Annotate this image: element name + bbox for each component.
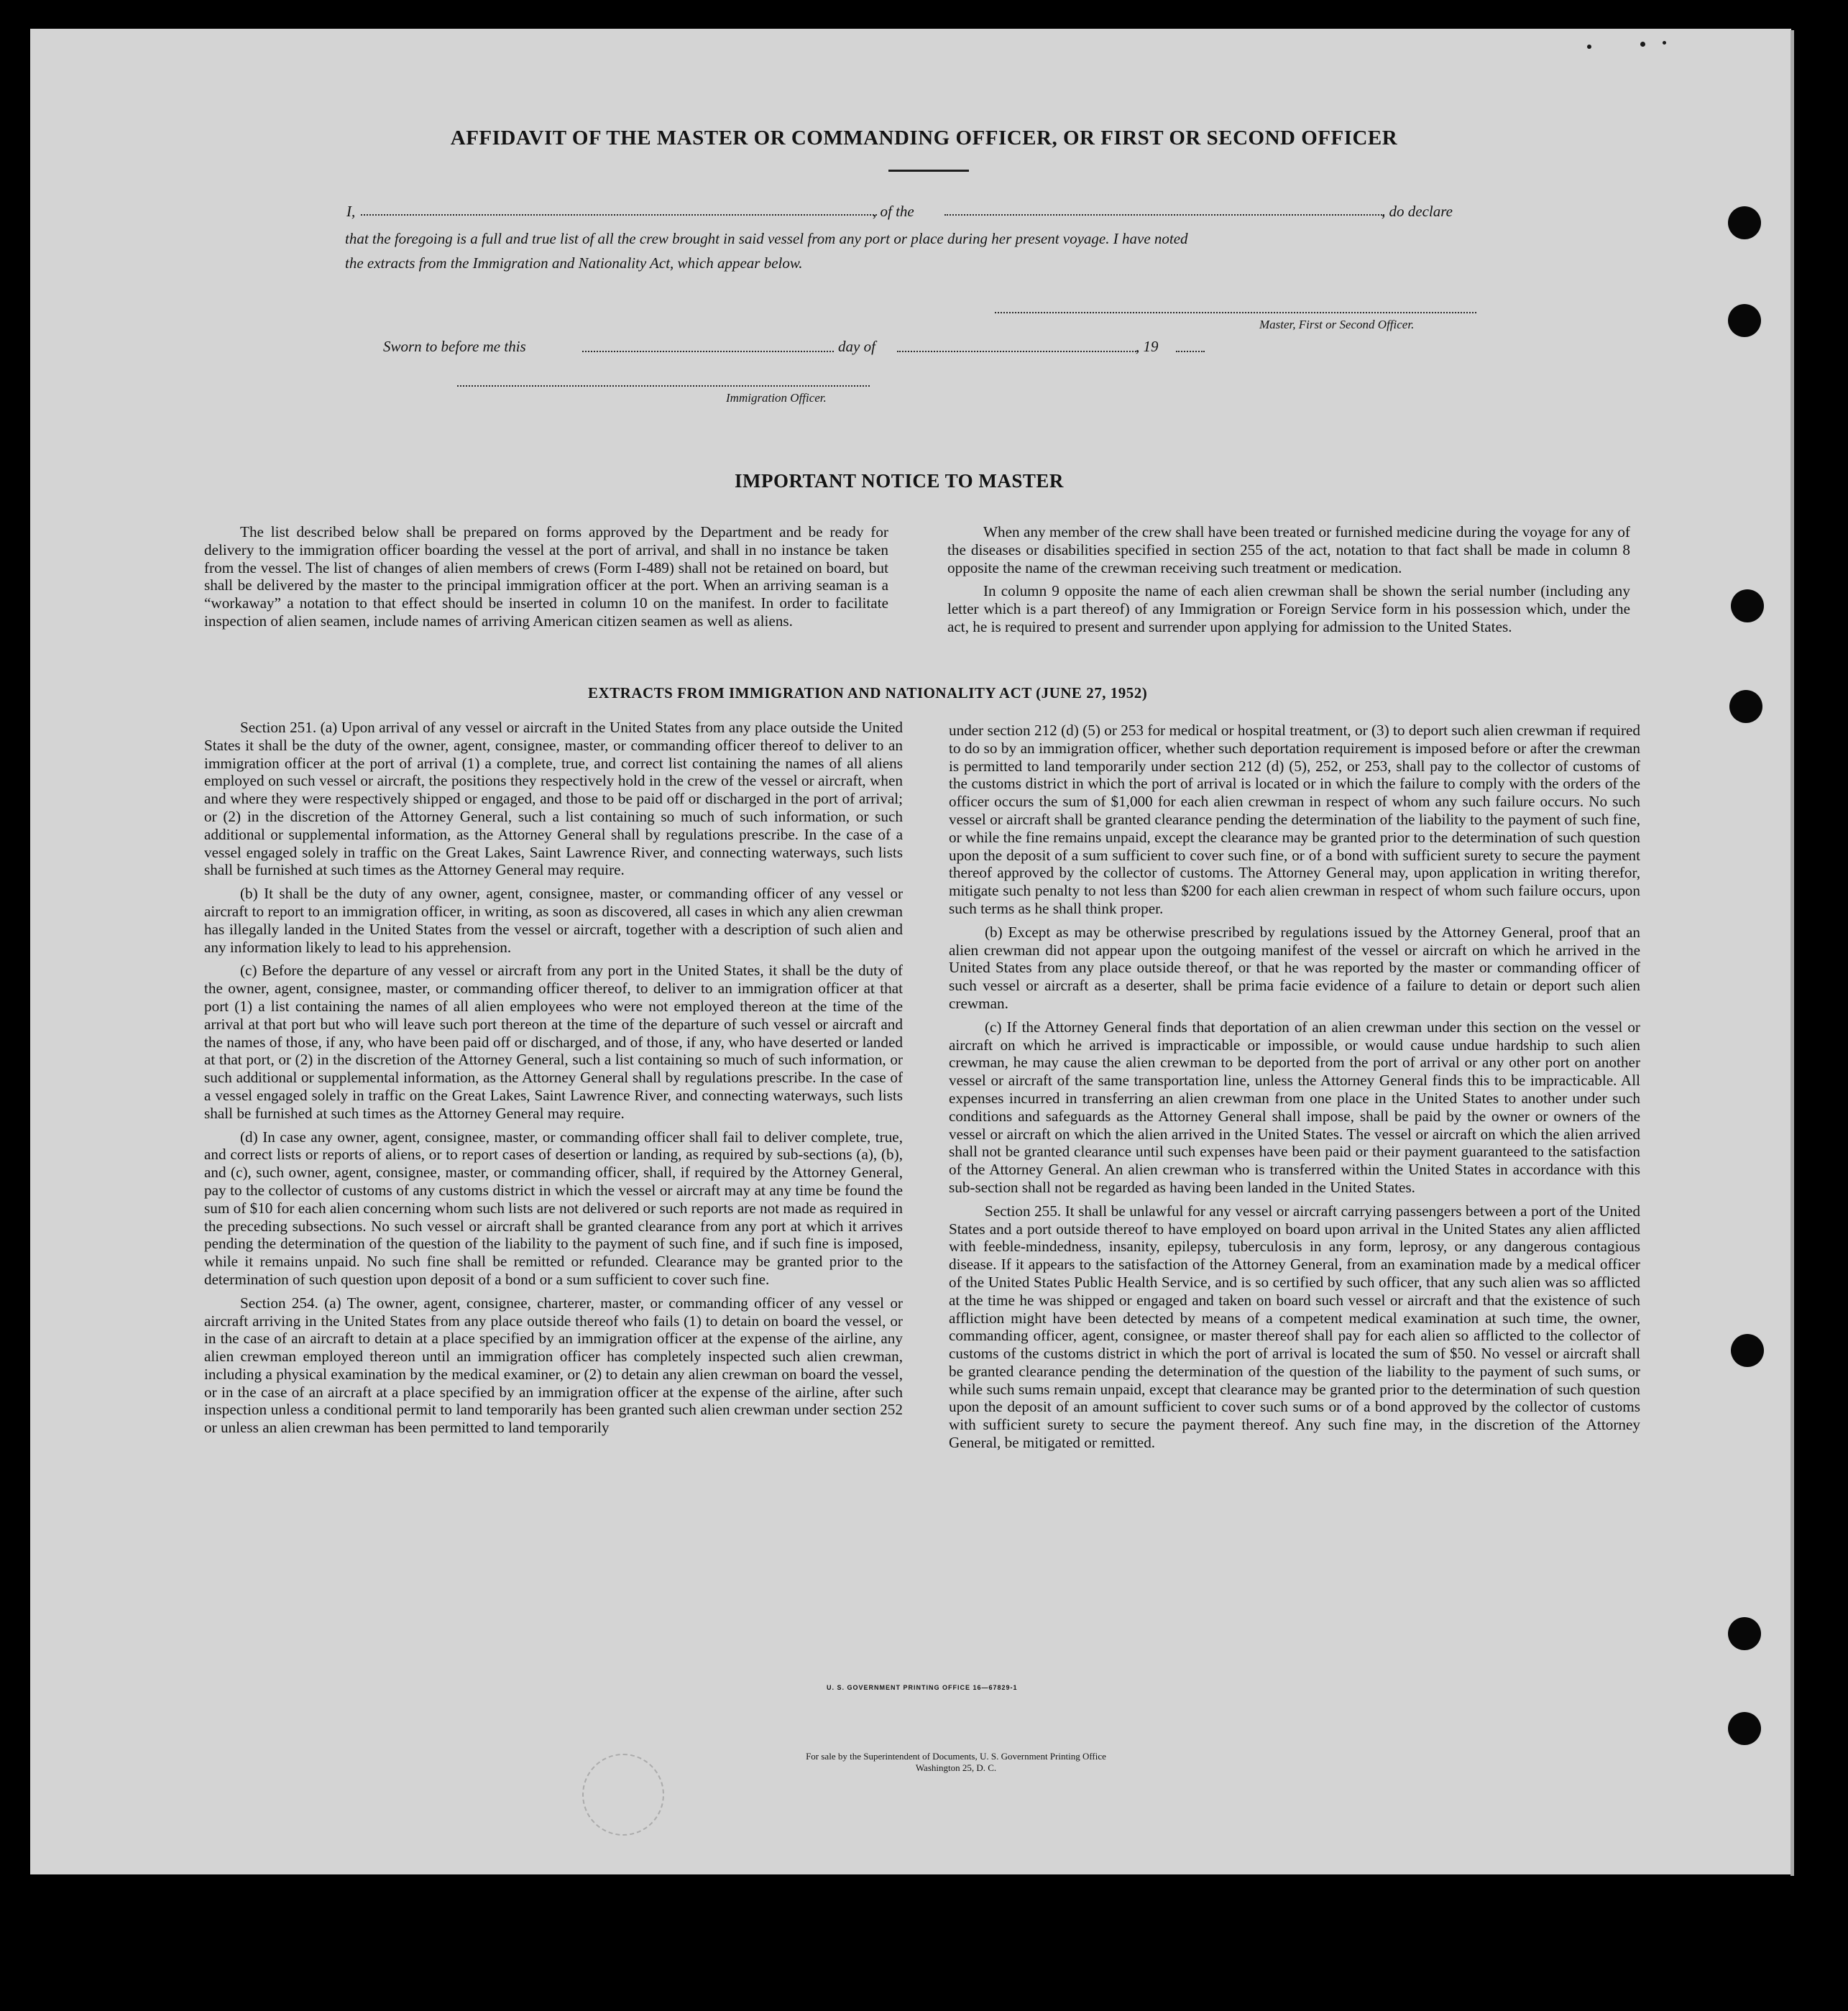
title-rule: [888, 170, 969, 172]
binder-hole-4: [1729, 690, 1762, 723]
scan-speck: [1663, 41, 1666, 45]
declarant-label: I,: [346, 203, 356, 220]
vessel-name-field[interactable]: [944, 214, 1384, 216]
sworn-month-field[interactable]: [897, 351, 1139, 352]
binder-hole-7: [1728, 1712, 1761, 1745]
sworn-label: Sworn to before me this: [383, 338, 526, 355]
notice-title: IMPORTANT NOTICE TO MASTER: [735, 470, 1064, 492]
affidavit-title: AFFIDAVIT OF THE MASTER OR COMMANDING OFFICER, OR FIRST OR SECOND OFFICER: [450, 126, 1398, 149]
extract-paragraph: (b) Except as may be otherwise prescribed by regulations issued by the Attorney General, proof that an alien crewman did not appear upon the outgoing manifest of the vessel or aircraft on which he arrived in the United States from any place outside thereof, or that he was reported by the master or commanding officer of such vessel or aircraft as a deserter, shall be prima facie evidence of a failure to detain or deport such alien crewman.: [949, 923, 1640, 1012]
notice-paragraph: The list described below shall be prepared on forms approved by the Department and be ready for delivery to the immigration officer boarding the vessel at the port of arrival, and shall in no instance be taken from the vessel. The list of changes of alien members of crews (Form I-489) shall not be retained on board, but shall be delivered by the master to the principal immigration officer at the port. When an arriving seaman is a “workaway” a notation to that effect should be inserted in column 10 on the manifest. In order to facilitate inspection of alien seamen, include names of arriving American citizen seamen as well as aliens.: [204, 523, 888, 630]
extract-paragraph: (b) It shall be the duty of any owner, agent, consignee, master, or commanding officer of any vessel or aircraft to report to an immigration officer, in writing, as soon as discovered, all cases in which any alien crewman has illegally landed in the United States from the vessel or aircraft, together with a description of such alien and any information likely to lead to his apprehension.: [204, 885, 903, 956]
notice-left-column: [204, 523, 888, 636]
extract-paragraph: Section 255. It shall be unlawful for any vessel or aircraft carrying passengers between a port of the United States and a port outside thereof to have employed on board upon arrival in the United States any alien afflicted with feeble-mindedness, insanity, epilepsy, tuberculosis in any form, leprosy, or any dangerous contagious disease. If it appears to the satisfaction of the Attorney General, from an examination made by a medical officer of the United States Public Health Service, and is so certified by such officer, that any such alien was so afflicted at the time he was shipped or engaged and taken on board such vessel or aircraft and that the existence of such affliction might have been detected by means of a competent medical examination at such time, the owner, commanding officer, agent, consignee, or master thereof shall pay for each alien so afflicted to the collector of customs of the customs district in which the port of arrival is located the sum of $50. No vessel or aircraft shall be granted clearance pending the determination of the question of the liability to the payment of such sums, or while such sums remain unpaid, except that clearance may be granted prior to the determination of such question upon the deposit of an amount sufficient to cover such sums or of a bond approved by the collector of customs with sufficient surety to secure the payment thereof. Any such fine may, in the discretion of the Attorney General, be mitigated or remitted.: [949, 1202, 1640, 1452]
master-signature-caption: Master, First or Second Officer.: [1259, 318, 1415, 331]
extracts-right-column: [949, 722, 1640, 1458]
declare-label: , do declare: [1382, 203, 1453, 220]
scan-speck: [1587, 45, 1591, 49]
sworn-date-field[interactable]: [582, 351, 834, 352]
notice-right-column: [947, 523, 1630, 642]
sale-notice: [647, 1751, 1265, 1774]
year-label: , 19: [1136, 338, 1159, 355]
vessel-label: , of the: [873, 203, 914, 220]
scan-speck: [1640, 42, 1645, 47]
day-of-label: day of: [838, 338, 875, 355]
immigration-officer-signature-field[interactable]: [457, 385, 870, 387]
notice-paragraph: When any member of the crew shall have been treated or furnished medicine during the voyage for any of the diseases or disabilities specified in section 255 of the act, notation to that fact shall be made in column 8 opposite the name of the crewman receiving such treatment or medication.: [947, 523, 1630, 576]
printer-imprint: U. S. GOVERNMENT PRINTING OFFICE 16—67829-1: [827, 1684, 1018, 1691]
extract-paragraph: under section 212 (d) (5) or 253 for medical or hospital treatment, or (3) to deport such alien crewman if required to do so by an immigration officer, whether such deportation requirement is imposed before or after the crewman is permitted to land temporarily under section 212 (d) (5), 252, or 253, shall pay to the collector of customs of the customs district in which the port of arrival is located or in which the failure to comply with the orders of the officer occurs the sum of $1,000 for each alien crewman in respect of whom any such failure occurs. No such vessel or aircraft shall be granted clearance pending the determination of the liability to the payment of such fine, or while the fine remains unpaid, except the clearance may be granted prior to the determination of such question upon the deposit of a sum sufficient to cover such fine, or of a bond with sufficient surety to secure the payment thereof approved by the collector of customs. The Attorney General may, upon application in writing therefor, mitigate such penalty to not less than $200 for each alien crewman in respect of whom such failure occurs, upon such terms as he shall think proper.: [949, 722, 1640, 917]
master-signature-field[interactable]: [995, 312, 1476, 313]
extract-paragraph: (c) Before the departure of any vessel or aircraft from any port in the United States, it shall be the duty of the owner, agent, consignee, master, or commanding officer thereof, to deliver to an immigration officer at that port (1) a list containing the names of all alien employees who were not employed thereon at the time of the arrival at that port but who will leave such port thereon at the time of the departure of such vessel or aircraft and the names of those, if any, who have been paid off or discharged, and of those, if any, who have deserted or landed at that port, or (2) in the discretion of the Attorney General, such a list containing so much of such information, or such additional or supplemental information, as the Attorney General shall by regulations prescribe. In the case of a vessel engaged solely in traffic on the Great Lakes, Saint Lawrence River, and connecting waterways, such lists shall be furnished at such times as the Attorney General may require.: [204, 962, 903, 1122]
sworn-year-field[interactable]: [1176, 351, 1205, 352]
binder-hole-5: [1731, 1334, 1764, 1367]
binder-hole-1: [1728, 206, 1761, 239]
page-edge: [1790, 30, 1794, 1876]
immigration-officer-caption: Immigration Officer.: [726, 391, 827, 405]
extracts-title: EXTRACTS FROM IMMIGRATION AND NATIONALITY ACT (JUNE 27, 1952): [588, 684, 1148, 701]
extract-paragraph: (d) In case any owner, agent, consignee, master, or commanding officer shall fail to deliver complete, true, and correct lists or reports of aliens, or to report cases of desertion or landing, as required by sub-sections (a), (b), and (c), such owner, agent, consignee, master, or commanding officer, shall, if required by the Attorney General, pay to the collector of customs of any customs district in which the vessel or aircraft may at any time be found the sum of $10 for each alien concerning whom such lists are not delivered or such reports are not made as required in the preceding subsections. No such vessel or aircraft shall be granted clearance from any port at which it arrives pending the determination of the question of the liability to the payment of such fine, and if such fine is imposed, while it remains unpaid. No such fine shall be remitted or refunded. Clearance may be granted prior to the determination of such question upon deposit of a bond or a sum sufficient to cover such fine.: [204, 1128, 903, 1288]
binder-hole-2: [1728, 304, 1761, 337]
notice-paragraph: In column 9 opposite the name of each alien crewman shall be shown the serial number (including any letter which is a part thereof) of any Immigration or Foreign Service form in his possession which, under the act, he is required to present and surrender upon applying for admission to the United States.: [947, 582, 1630, 635]
binder-hole-3: [1731, 589, 1764, 622]
sale-notice-line-2: Washington 25, D. C.: [915, 1762, 997, 1773]
binder-hole-6: [1728, 1617, 1761, 1650]
extracts-left-column: [204, 719, 903, 1442]
sale-notice-line-1: For sale by the Superintendent of Documents, U. S. Government Printing Office: [806, 1751, 1106, 1762]
extract-paragraph: (c) If the Attorney General finds that deportation of an alien crewman under this section on the vessel or aircraft on which he arrived is impracticable or impossible, or would cause undue hardship to such alien crewman, he may cause the alien crewman to be deported from the port of arrival or any other port on another vessel or aircraft of the same transportation line, unless the Attorney General finds this to be impracticable. All expenses incurred in transferring an alien crewman from one place in the United States to another under such conditions and safeguards as the Attorney General shall impose, shall be paid by the owner or owners of the vessel or aircraft on which the alien arrived in the United States. The vessel or aircraft on which the alien arrived shall not be granted clearance until such expenses have been paid or their payment guaranteed to the satisfaction of the Attorney General. An alien crewman who is transferred within the United States in accordance with this sub-section shall not be regarded as having been landed in the United States.: [949, 1018, 1640, 1196]
statement-line-1: that the foregoing is a full and true list of all the crew brought in said vessel from any port or place during her present voyage. I have noted: [345, 230, 1188, 247]
extract-paragraph: Section 251. (a) Upon arrival of any vessel or aircraft in the United States from any place outside the United States it shall be the duty of the owner, agent, consignee, master, or commanding officer thereof to deliver to an immigration officer at the port of arrival (1) a complete, true, and correct list containing the names of all aliens employed on such vessel or aircraft, the positions they respectively hold in the crew of the vessel or aircraft, when and where they were respectively shipped or engaged, and those to be paid off or discharged in the port of arrival; or (2) in the discretion of the Attorney General, such a list containing so much of such information, or such additional or supplemental information, as the Attorney General shall by regulations prescribe. In the case of a vessel engaged solely in traffic on the Great Lakes, Saint Lawrence River, and connecting waterways, such lists shall be furnished at such times as the Attorney General may require.: [204, 719, 903, 879]
statement-line-2: the extracts from the Immigration and Nationality Act, which appear below.: [345, 254, 803, 272]
declarant-name-field[interactable]: [361, 214, 877, 216]
extract-paragraph: Section 254. (a) The owner, agent, consignee, charterer, master, or commanding officer of any vessel or aircraft arriving in the United States from any place outside thereof who fails (1) to detain on board the vessel, or in the case of an aircraft to detain at a place specified by an immigration officer at the expense of the airline, any alien crewman employed thereon until an immigration officer has completely inspected such alien crewman, including a physical examination by the medical examiner, or (2) to detain any alien crewman on board the vessel, or in the case of an aircraft at a place specified by an immigration officer at the expense of the airline, after such inspection unless a conditional permit to land temporarily has been granted such alien crewman under section 252 or unless an alien crewman has been permitted to land temporarily: [204, 1294, 903, 1437]
